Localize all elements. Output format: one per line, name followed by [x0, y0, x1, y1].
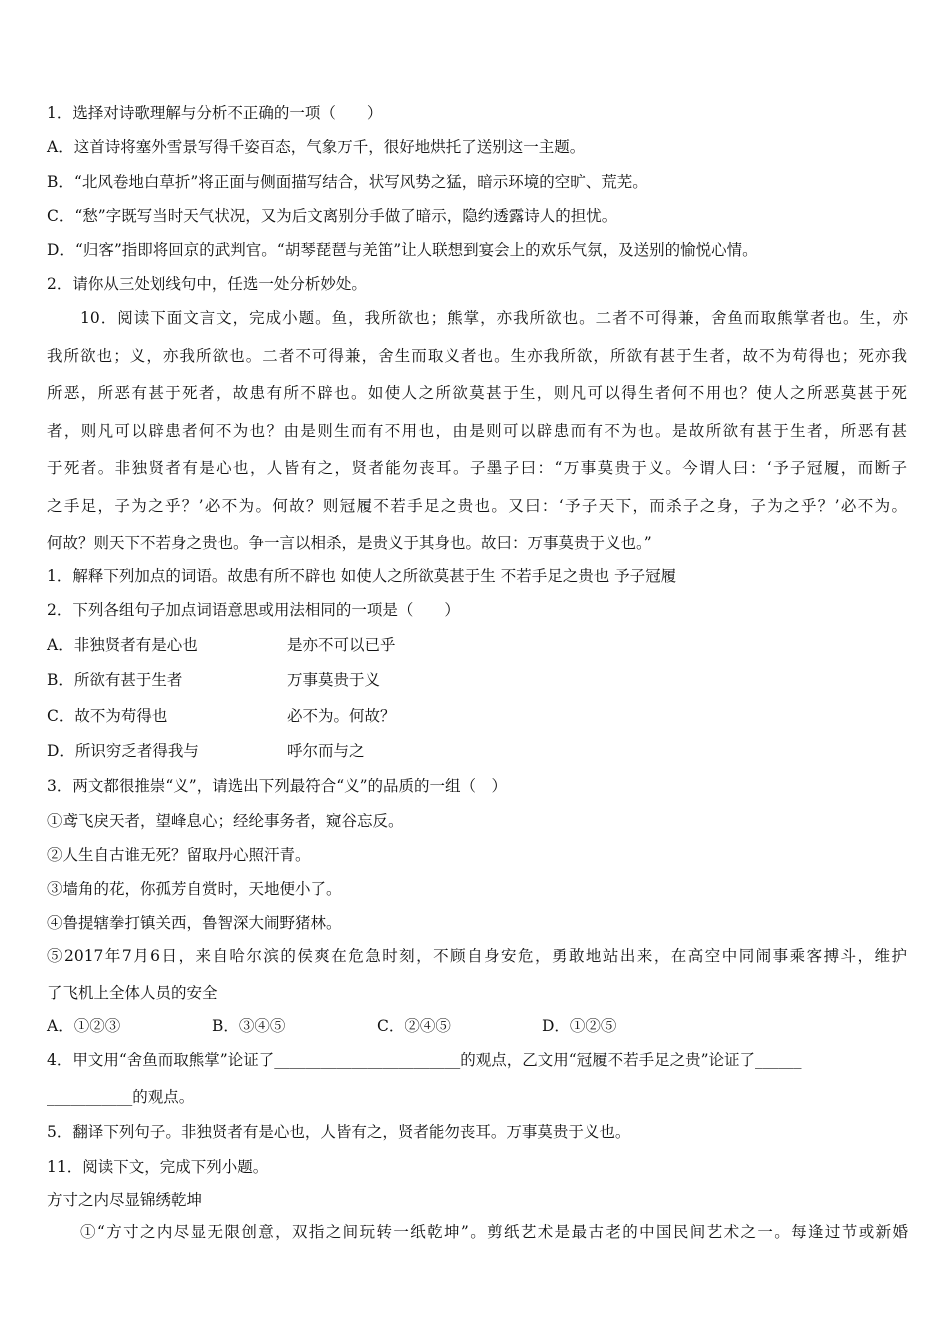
passage-line: 者，则凡可以辟患者何不为也？由是则生而有不用也，由是则可以辟患而有不为也。是故所欲有甚于生者，所恶有甚 [47, 422, 907, 440]
pair-left: C．故不为苟得也 [47, 707, 168, 725]
list-item: ⑤2017年7月6日，来自哈尔滨的侯爽在危急时刻，不顾自身安危，勇敢地站出来，在高空中同闹事乘客搏斗，维护 [47, 947, 907, 965]
pair-right: 呼尔而与之 [287, 742, 365, 760]
q10-sub4: 4．甲文用“舍鱼而取熊掌”论证了________________________的观点，乙文用“冠履不若手足之贵”论证了______ [47, 1051, 802, 1069]
choice-c: C．②④⑤ [377, 1017, 451, 1035]
passage-line: 何故？则天下不若身之贵也。争一言以相杀，是贵义于其身也。故曰：万事莫贵于义也。” [47, 534, 652, 552]
passage-line: 之手足，子为之乎？’必不为。何故？则冠履不若手足之贵也。又曰：‘予子天下，而杀子之身，子为之乎？’必不为。 [47, 497, 907, 515]
pair-right: 必不为。何故？ [287, 707, 396, 725]
passage-line: 所恶，所恶有甚于死者，故患有所不辟也。如使人之所欲莫甚于生，则凡可以得生者何不用也？使人之所恶莫甚于死 [47, 384, 907, 402]
pair-right: 是亦不可以已乎 [287, 636, 396, 654]
list-item: ②人生自古谁无死？留取丹心照汗青。 [47, 846, 311, 864]
pair-left: A．非独贤者有是心也 [47, 636, 198, 654]
q9-sub2: 2．请你从三处划线句中，任选一处分析妙处。 [47, 275, 367, 293]
q9-option-a: A．这首诗将塞外雪景写得千姿百态，气象万千，很好地烘托了送别这一主题。 [47, 138, 586, 156]
q9-option-c: C．“愁”字既写当时天气状况，又为后文离别分手做了暗示，隐约透露诗人的担忧。 [47, 207, 618, 225]
list-item: 了飞机上全体人员的安全 [47, 984, 218, 1002]
choice-d: D．①②⑤ [542, 1017, 617, 1035]
pair-left: B．所欲有甚于生者 [47, 671, 183, 689]
list-item: ④鲁提辖拳打镇关西，鲁智深大闹野猪林。 [47, 914, 342, 932]
passage-line: 我所欲也；义，亦我所欲也。二者不可得兼，舍生而取义者也。生亦我所欲，所欲有甚于生者，故不为苟得也；死亦我 [47, 347, 907, 365]
q10-sub3: 3．两文都很推崇“义”，请选出下列最符合“义”的品质的一组（ ） [47, 777, 508, 795]
q9-option-d: D．“归客”指即将回京的武判官。“胡琴琵琶与羌笛”让人联想到宴会上的欢乐气氛，及送别的愉悦心情。 [47, 241, 758, 259]
article-title: 方寸之内尽显锦绣乾坤 [47, 1191, 203, 1209]
q10-sub2: 2．下列各组句子加点词语意思或用法相同的一项是（ ） [47, 601, 460, 619]
passage-line: 10．阅读下面文言文，完成小题。鱼，我所欲也；熊掌，亦我所欲也。二者不可得兼，舍鱼而取熊掌者也。生，亦 [80, 309, 908, 327]
pair-row [47, 670, 907, 690]
pair-left: D．所识穷乏者得我与 [47, 742, 199, 760]
q10-sub5: 5．翻译下列句子。非独贤者有是心也，人皆有之，贤者能勿丧耳。万事莫贵于义也。 [47, 1123, 631, 1141]
article-paragraph: ①“方寸之内尽显无限创意，双指之间玩转一纸乾坤”。剪纸艺术是最古老的中国民间艺术之一。每逢过节或新婚 [80, 1223, 908, 1241]
pair-row [47, 635, 907, 655]
pair-right: 万事莫贵于义 [287, 671, 381, 689]
q10-sub1: 1．解释下列加点的词语。故患有所不辟也 如使人之所欲莫甚于生 不若手足之贵也 予子冠履 [47, 567, 677, 585]
q9-sub1: 1．选择对诗歌理解与分析不正确的一项（ ） [47, 104, 383, 122]
choice-b: B．③④⑤ [212, 1017, 286, 1035]
pair-row [47, 706, 907, 726]
q9-option-b: B．“北风卷地白草折”将正面与侧面描写结合，状写风势之猛，暗示环境的空旷、荒芜。 [47, 173, 648, 191]
pair-row [47, 741, 907, 761]
list-item: ①鸢飞戾天者，望峰息心；经纶事务者，窥谷忘反。 [47, 812, 404, 830]
list-item: ③墙角的花，你孤芳自赏时，天地便小了。 [47, 880, 342, 898]
passage-line: 于死者。非独贤者有是心也，人皆有之，贤者能勿丧耳。子墨子曰：“万事莫贵于义。今谓人曰：‘予子冠履，而断子 [47, 459, 907, 477]
choice-a: A．①②③ [47, 1017, 121, 1035]
q11-intro: 11．阅读下文，完成下列小题。 [47, 1158, 269, 1176]
q10-sub4-cont: ___________的观点。 [47, 1088, 195, 1106]
